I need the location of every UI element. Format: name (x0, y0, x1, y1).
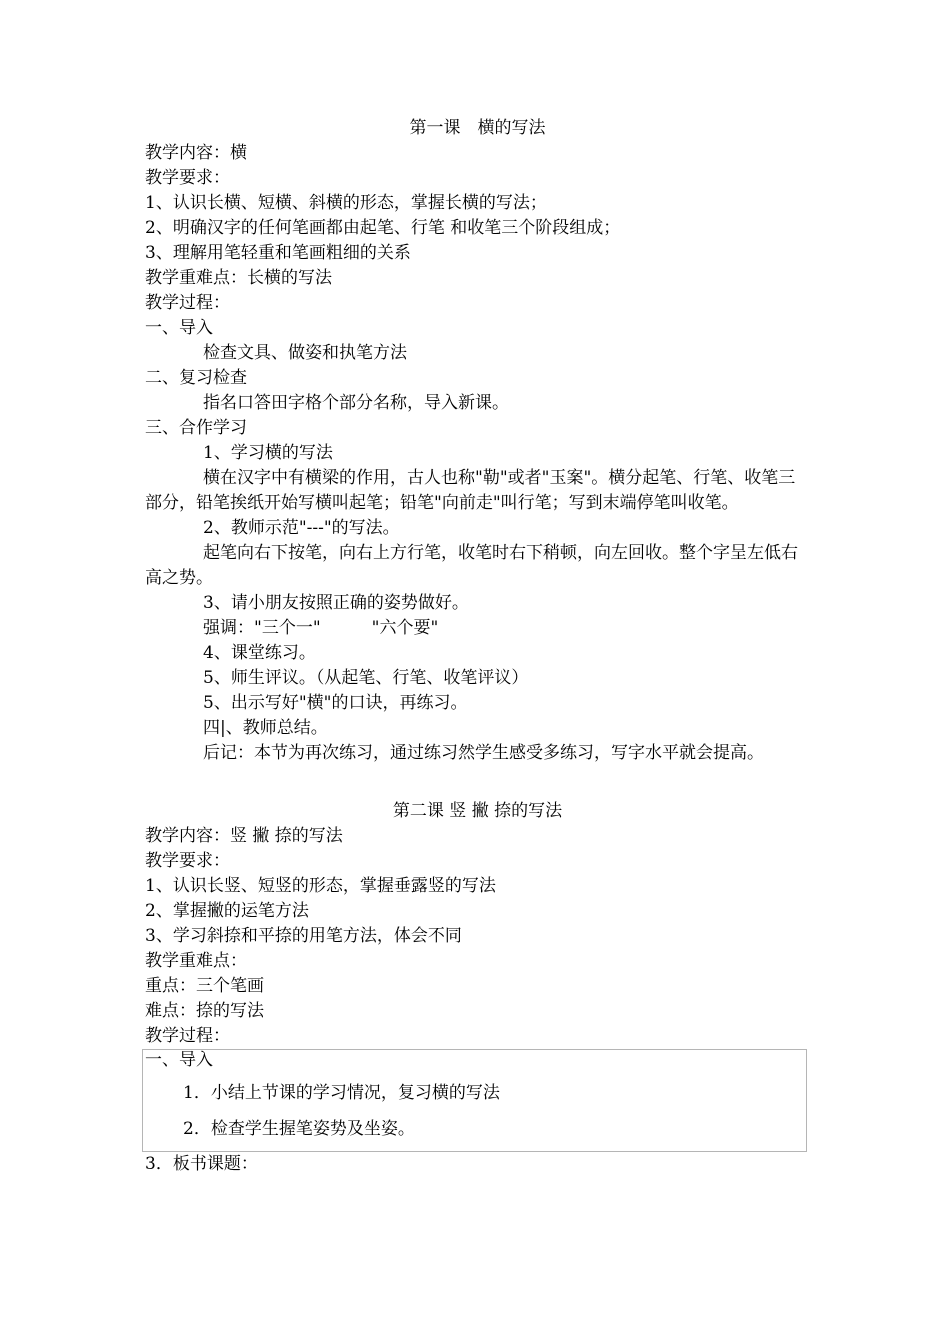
lesson1-step-1: 一、导入 (145, 318, 213, 338)
lesson1-requirements-heading: 教学要求： (145, 168, 230, 188)
lesson2-content: 教学内容：竖 撇 捺的写法 (145, 826, 343, 846)
lesson2-difficulty: 难点：捺的写法 (145, 1001, 264, 1021)
lesson1-substep-5: 5、师生评议。（从起笔、行笔、收笔评议） (203, 668, 529, 688)
lesson2-requirements-heading: 教学要求： (145, 851, 230, 871)
document-page (145, 116, 810, 1177)
lesson2-requirement-3: 3、学习斜捺和平捺的用笔方法，体会不同 (145, 926, 462, 946)
lesson1-step-2-text: 指名口答田字格个部分名称，导入新课。 (203, 393, 509, 413)
lesson2-process-heading: 教学过程： (145, 1026, 230, 1046)
lesson1-substep-3: 3、请小朋友按照正确的姿势做好。 (203, 593, 469, 613)
lesson1-substep-6: 5、出示写好"横"的口诀，再练习。 (203, 693, 468, 713)
lesson1-process-heading: 教学过程： (145, 293, 230, 313)
lesson2-box-item-1: 1．小结上节课的学习情况，复习横的写法 (183, 1083, 500, 1103)
lesson1-step-3: 三、合作学习 (145, 418, 247, 438)
lesson2-box-step-1: 一、导入 (145, 1050, 213, 1070)
lesson1-substep-4: 4、课堂练习。 (203, 643, 316, 663)
lesson1-step-4: 四|、教师总结。 (203, 718, 328, 738)
lesson1-step-2: 二、复习检查 (145, 368, 247, 388)
lesson1-requirement-3: 3、理解用笔轻重和笔画粗细的关系 (145, 243, 411, 263)
lesson1-substep-2-paragraph: 起笔向右下按笔，向右上方行笔，收笔时右下稍顿，向左回收。整个字呈左低右高之势。 (145, 543, 798, 588)
lesson1-postscript: 后记：本节为再次练习，通过练习然学生感受多练习，写字水平就会提高。 (203, 743, 764, 763)
lesson1-content: 教学内容：横 (145, 143, 247, 163)
lesson1-title: 第一课 横的写法 (409, 118, 546, 138)
section-gap (145, 766, 810, 799)
lesson1-step-1-text: 检查文具、做姿和执笔方法 (203, 343, 407, 363)
lesson1-substep-1: 1、学习横的写法 (203, 443, 333, 463)
lesson2-key-point: 重点：三个笔画 (145, 976, 264, 996)
lesson2-requirement-2: 2、掌握撇的运笔方法 (145, 901, 309, 921)
lesson2-key-points-heading: 教学重难点： (145, 951, 247, 971)
lesson1-emphasis: 强调："三个一" "六个要" (203, 618, 439, 638)
lesson1-requirement-2: 2、明确汉字的任何笔画都由起笔、行笔 和收笔三个阶段组成； (145, 218, 621, 238)
lesson1-key-points: 教学重难点：长横的写法 (145, 268, 332, 288)
lesson1-substep-2: 2、教师示范"---"的写法。 (203, 518, 400, 538)
lesson2-box-item-2: 2．检查学生握笔姿势及坐姿。 (183, 1119, 415, 1139)
lesson1-substep-1-paragraph: 横在汉字中有横梁的作用，古人也称"勒"或者"玉案"。横分起笔、行笔、收笔三部分，铅笔挨纸开始写横叫起笔；铅笔"向前走"叫行笔；写到末端停笔叫收笔。 (145, 468, 796, 513)
lesson2-title: 第二课 竖 撇 捺的写法 (392, 801, 563, 821)
lesson1-requirement-1: 1、认识长横、短横、斜横的形态，掌握长横的写法； (145, 193, 547, 213)
lesson2-intro-box (142, 1049, 807, 1152)
lesson2-requirement-1: 1、认识长竖、短竖的形态，掌握垂露竖的写法 (145, 876, 496, 896)
lesson2-item-3: 3．板书课题： (145, 1154, 258, 1174)
